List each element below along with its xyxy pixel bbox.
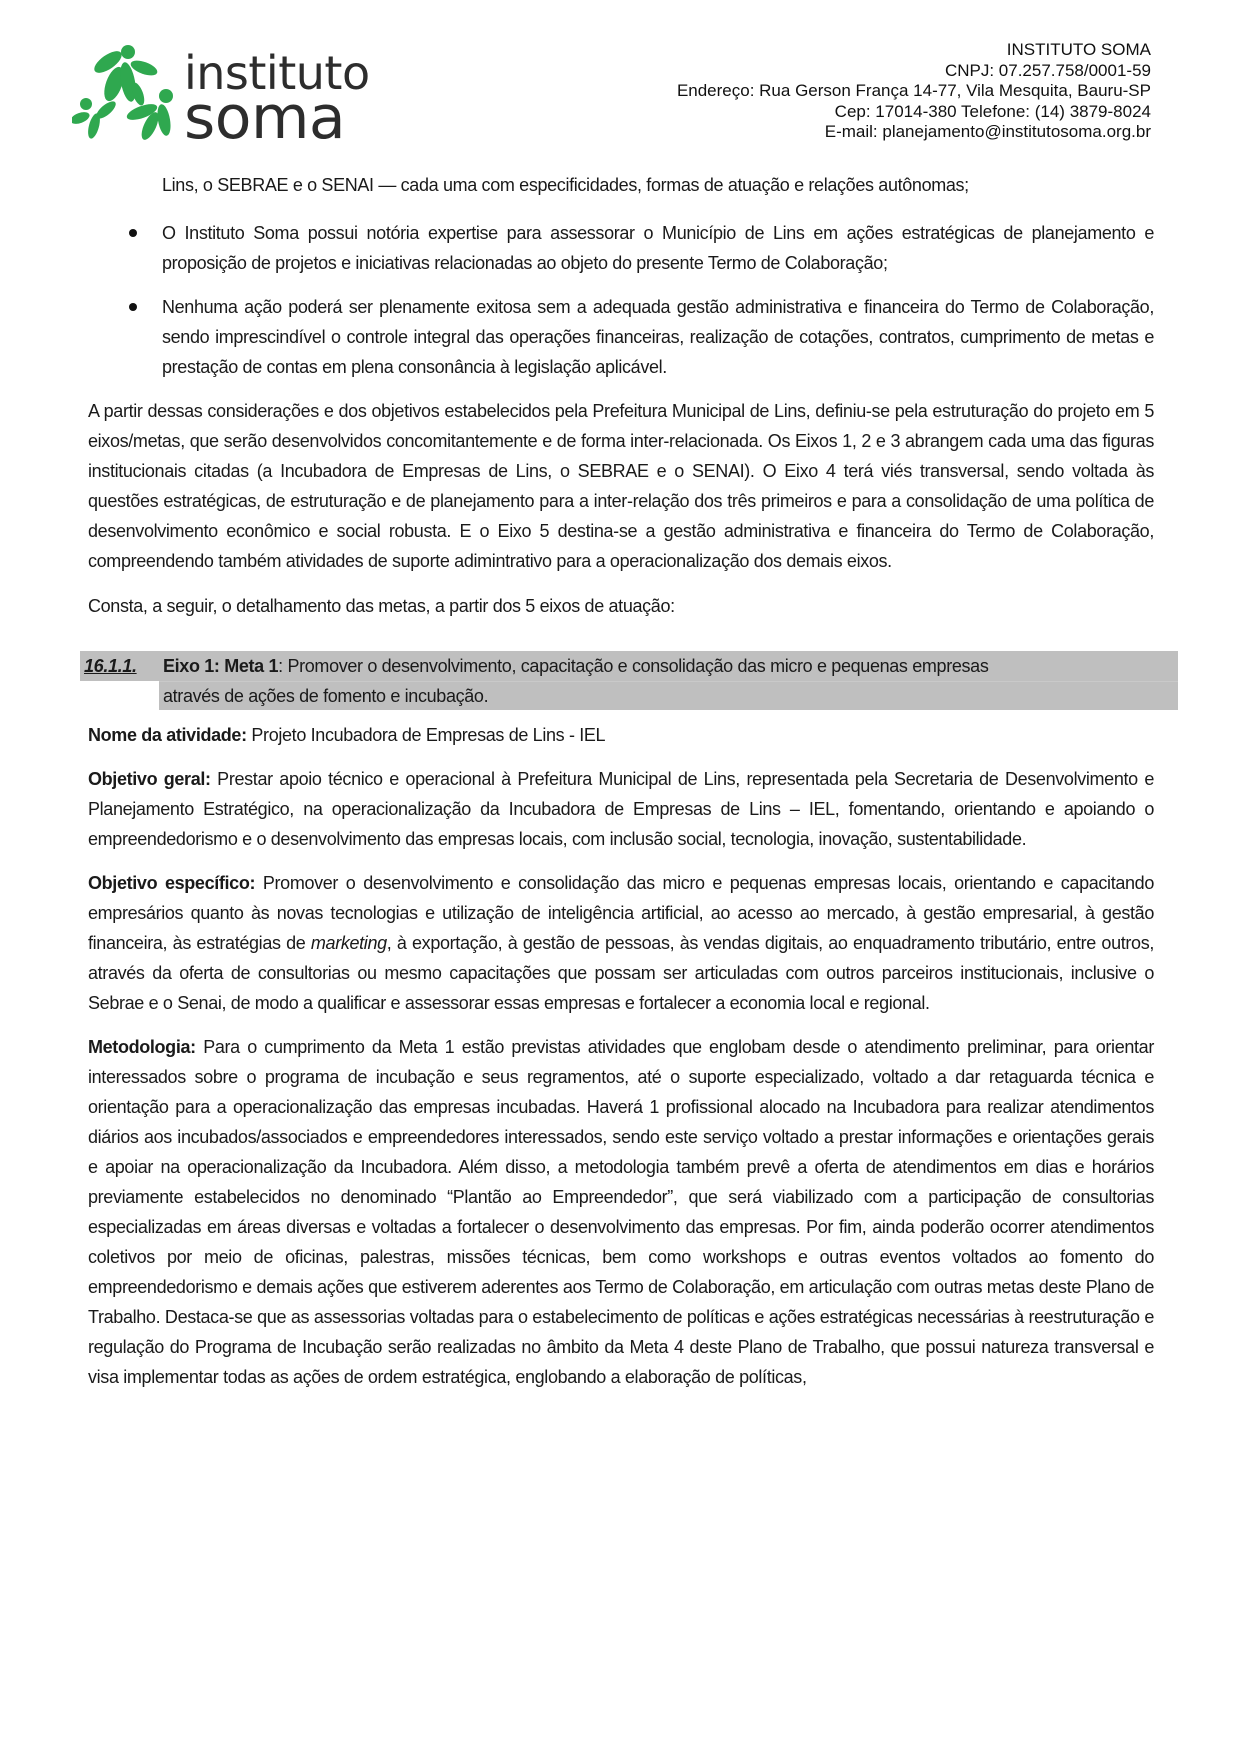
section-title-continued: através de ações de fomento e incubação. xyxy=(159,681,1178,710)
cnpj: CNPJ: 07.257.758/0001-59 xyxy=(944,60,1151,80)
address: Endereço: Rua Gerson França 14-77, Vila Mesquita, Bauru-SP xyxy=(676,81,1151,100)
institute-logo xyxy=(72,44,372,154)
section-number: 16.1.1. xyxy=(84,656,137,676)
methodology xyxy=(88,1032,1154,1392)
specific-objective-italic: marketing xyxy=(310,933,387,953)
section-heading xyxy=(80,651,1178,710)
section-heading-line1 xyxy=(80,651,1178,681)
logo-word-soma: soma xyxy=(184,83,346,153)
institute-name: INSTITUTO SOMA xyxy=(1006,40,1151,59)
logo-word-instituto: instituto xyxy=(184,46,370,100)
methodology-label: Metodologia: xyxy=(88,1037,196,1057)
paragraph-intro-metas: Consta, a seguir, o detalhamento das metas, a partir dos 5 eixos de atuação: xyxy=(88,596,675,616)
general-objective-value: Prestar apoio técnico e operacional à Prefeitura Municipal de Lins, representada pela Secretaria de Desenvolvimento e Planejamento Estratégico, na operacionalização da Incubadora de Empresas de Lins – IEL, fomentando, orientando e apoiando o empreendedorismo e o desenvolvimento das empresas locais, com inclusão social, tecnologia, inovação, sustentabilidade. xyxy=(88,769,1154,849)
section-label: Eixo 1: Meta 1 xyxy=(163,656,279,676)
bullet-item xyxy=(88,292,1154,382)
bullet-icon xyxy=(129,303,137,311)
activity-name-value: Projeto Incubadora de Empresas de Lins - IEL xyxy=(246,725,606,745)
continued-bullet-text: Lins, o SEBRAE e o SENAI — cada uma com especificidades, formas de atuação e relações autônomas; xyxy=(162,175,969,195)
bullet-text: O Instituto Soma possui notória expertise para assessorar o Município de Lins em ações estratégicas de planejamento e proposição de projetos e iniciativas relacionadas ao objeto do presente Termo de Colaboração; xyxy=(162,223,1154,273)
specific-objective-value-b: , à exportação, à gestão de pessoas, às vendas digitais, ao enquadramento tributário, entre outros, através da oferta de consultorias ou mesmo capacitações que possam ser articuladas com outros parceiros institucionais, inclusive o Sebrae e o Senai, de modo a qualificar e assessorar essas empresas e fortalecer a economia local e regional. xyxy=(88,933,1154,1013)
leaf-figures-icon xyxy=(72,44,182,144)
activity-name-label: Nome da atividade: xyxy=(88,725,247,745)
paragraph-eixos: A partir dessas considerações e dos objetivos estabelecidos pela Prefeitura Municipal de Lins, definiu-se pela estruturação do projeto em 5 eixos/metas, que serão desenvolvidos concomitantemente e de forma inter-relacionada. Os Eixos 1, 2 e 3 abrangem cada uma das figuras institucionais citadas (a Incubadora de Empresas de Lins, o SEBRAE e o SENAI). O Eixo 4 terá viés transversal, sendo voltada às questões estratégicas, de estruturação e de planejamento para a inter-relação dos três primeiros e para a consolidação de uma política de desenvolvimento econômico e social robusta. E o Eixo 5 destina-se a gestão administrativa e financeira do Termo de Colaboração, compreendendo também atividades de suporte adimintrativo para a operacionalização dos demais eixos. xyxy=(88,401,1154,571)
bullet-icon xyxy=(129,229,137,237)
general-objective-label: Objetivo geral: xyxy=(88,769,211,789)
methodology-value: Para o cumprimento da Meta 1 estão previstas atividades que englobam desde o atendimento preliminar, para orientar interessados sobre o programa de incubação e seus regramentos, até o suporte especializado, voltado a dar retaguarda técnica e orientação para a operacionalização das empresas incubadas. Haverá 1 profissional alocado na Incubadora para realizar atendimentos diários aos incubados/associados e empreendedores interessados, sendo este serviço voltado a prestar informações e orientações gerais e apoiar na operacionalização da Incubadora. Além disso, a metodologia também prevê a oferta de atendimentos em dias e horários previamente estabelecidos no denominado “Plantão ao Empreendedor”, que será viabilizado com a participação de consultorias especializadas em áreas diversas e voltadas a fortalecer o desenvolvimento das empresas. Por fim, ainda poderão ocorrer atendimentos coletivos por meio de oficinas, palestras, missões técnicas, bem como workshops e outras eventos voltados ao fomento do empreendedorismo e demais ações que estiverem aderentes aos Termo de Colaboração, em articulação com outras metas deste Plano de Trabalho. Destaca-se que as assessorias voltadas para o estabelecimento de políticas e ações estratégicas necessárias à reestruturação e regulação do Programa de Incubação serão realizadas no âmbito da Meta 4 deste Plano de Trabalho, que possui natureza transversal e visa implementar todas as ações de ordem estratégica, englobando a elaboração de políticas, xyxy=(88,1037,1154,1387)
specific-objective-value-a: Promover o desenvolvimento e consolidação das micro e pequenas empresas locais, orientando e capacitando empresários quanto às novas tecnologias e utilização de inteligência artificial, ao acesso ao mercado, à gestão empresarial, à gestão financeira, às estratégias de xyxy=(88,873,1154,953)
general-objective xyxy=(88,764,1154,854)
contact-info xyxy=(677,40,1151,143)
bullet-text: Nenhuma ação poderá ser plenamente exitosa sem a adequada gestão administrativa e financeira do Termo de Colaboração, sendo imprescindível o controle integral das operações financeiras, realização de cotações, contratos, cumprimento de metas e prestação de contas em plena consonância à legislação aplicável. xyxy=(162,297,1154,377)
activity-name xyxy=(88,720,1154,750)
specific-objective-label: Objetivo específico: xyxy=(88,873,256,893)
specific-objective xyxy=(88,868,1154,1018)
section-title: : Promover o desenvolvimento, capacitação e consolidação das micro e pequenas empresas xyxy=(278,656,989,676)
document-body xyxy=(84,170,1154,1406)
cep-phone: Cep: 17014-380 Telefone: (14) 3879-8024 xyxy=(834,101,1151,121)
bullet-item xyxy=(88,218,1154,278)
bullet-list xyxy=(88,218,1154,382)
email: E-mail: planejamento@institutosoma.org.br xyxy=(824,122,1151,141)
